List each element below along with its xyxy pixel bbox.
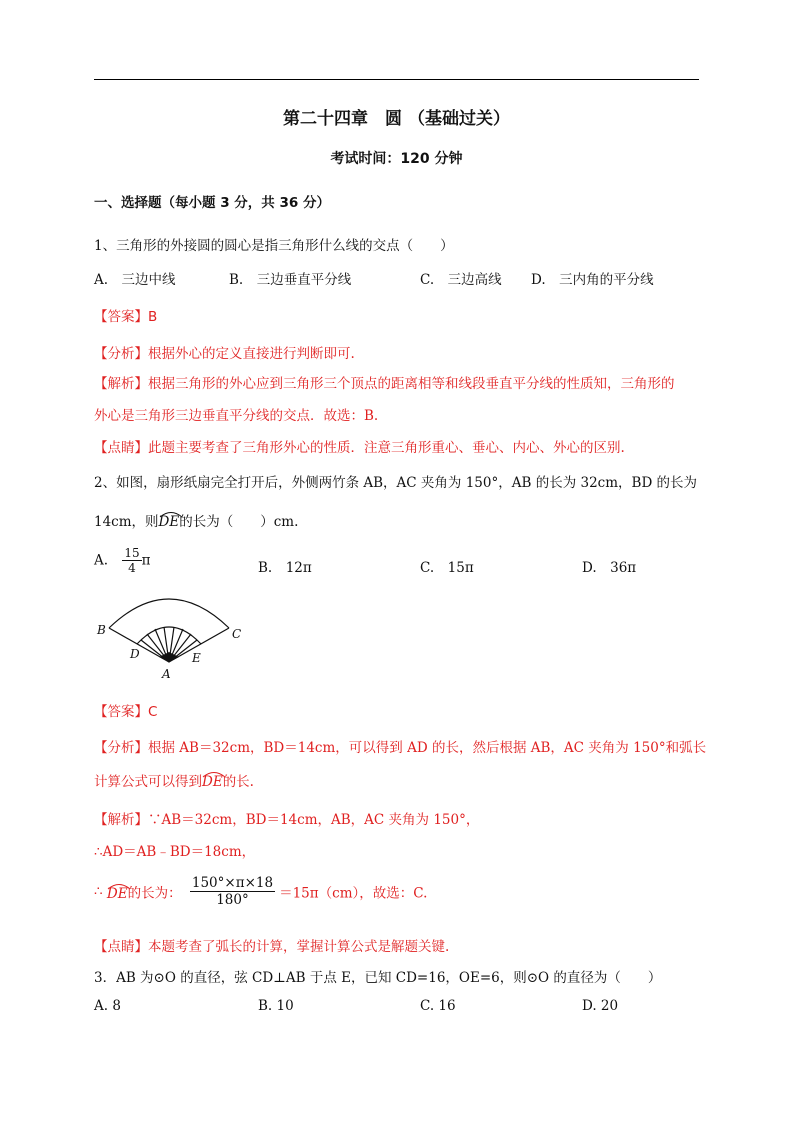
q2-option-a-denominator: 4: [128, 561, 136, 575]
q2-solution-line3: [94, 875, 427, 908]
q2-option-c: C. 15π: [420, 560, 474, 576]
arc-de-label-2: [202, 770, 223, 790]
q2-solution-line3-post: ＝15π（cm），故选：C.: [279, 885, 428, 902]
q1-solution-line2: 外心是三角形三边垂直平分线的交点．故选：B.: [94, 408, 379, 424]
exam-time: 考试时间：120 分钟: [330, 151, 463, 167]
q2-option-a-fraction: [122, 546, 141, 575]
arc-de-text: DE: [158, 514, 180, 530]
label-d: D: [130, 647, 140, 661]
label-e: E: [192, 651, 201, 665]
arc-de-text-3: DE: [106, 885, 128, 902]
label-a: A: [162, 667, 171, 681]
q3-option-a: A. 8: [94, 998, 121, 1014]
q2-option-a: [94, 546, 151, 575]
page-title: 第二十四章 圆 （基础过关）: [283, 109, 510, 129]
inner-arc-de: [137, 627, 201, 644]
outer-arc: [109, 599, 229, 628]
q2-analysis-line2-post: 的长.: [222, 774, 254, 790]
q2-solution-line1: 【解析】∵AB＝32cm，BD＝14cm，AB，AC 夹角为 150°，: [94, 812, 480, 828]
q2-stem-line2-pre: 14cm，则: [94, 514, 159, 530]
fan-figure: [94, 590, 254, 685]
q3-stem: 3．AB 为⊙O 的直径，弦 CD⊥AB 于点 E，已知 CD=16，OE=6，则⊙O 的直径为（ ）: [94, 970, 662, 986]
q1-stem: 1、三角形的外接圆的圆心是指三角形什么线的交点（ ）: [94, 238, 454, 254]
q3-option-d: D. 20: [582, 998, 619, 1014]
q1-answer: 【答案】B: [94, 309, 158, 325]
q1-option-b: B. 三边垂直平分线: [229, 272, 352, 288]
label-c: C: [232, 627, 242, 641]
q2-answer: 【答案】C: [94, 704, 158, 720]
q1-solution-line1: 【解析】根据三角形的外心应到三角形三个顶点的距离相等和线段垂直平分线的性质知，三角形的: [94, 376, 675, 392]
q2-option-b: B. 12π: [258, 560, 312, 576]
q2-stem-line1: 2、如图，扇形纸扇完全打开后，外侧两竹条 AB，AC 夹角为 150°，AB 的长为 32cm，BD 的长为: [94, 475, 698, 491]
q1-option-c: C. 三边高线: [420, 272, 502, 288]
q2-solution-line2: ∴AD＝AB﹣BD＝18cm，: [94, 844, 256, 860]
q2-analysis-line1: 【分析】根据 AB＝32cm，BD＝14cm，可以得到 AD 的长，然后根据 AB，AC 夹角为 150°和弧长: [94, 740, 707, 756]
q1-comment: 【点睛】此题主要考查了三角形外心的性质．注意三角形重心、垂心、内心、外心的区别.: [94, 440, 625, 456]
q2-stem-line2: [94, 510, 298, 530]
formula-denominator: 180°: [216, 892, 249, 908]
arc-de-label-3: [107, 882, 128, 902]
q3-option-c: C. 16: [420, 998, 456, 1014]
q1-option-d: D. 三内角的平分线: [531, 272, 654, 288]
header-rule: [94, 79, 699, 80]
q2-option-a-label: A.: [94, 552, 109, 569]
formula-numerator: 150°×π×18: [191, 875, 274, 891]
label-b: B: [97, 623, 106, 637]
q2-analysis-line2-pre: 计算公式可以得到: [94, 774, 202, 790]
q2-analysis-line2: [94, 770, 254, 790]
q3-option-b: B. 10: [258, 998, 294, 1014]
q1-analysis: 【分析】根据外心的定义直接进行判断即可.: [94, 346, 355, 362]
q2-therefore: ∴: [94, 883, 103, 900]
q2-option-d: D. 36π: [582, 560, 637, 576]
arc-length-formula: [190, 875, 275, 908]
q2-comment: 【点睛】本题考查了弧长的计算，掌握计算公式是解题关键.: [94, 939, 450, 955]
section-heading: 一、选择题（每小题 3 分，共 36 分）: [94, 195, 330, 211]
q2-solution-line3-mid: 的长为：: [127, 885, 182, 902]
arc-de-text-2: DE: [202, 774, 223, 790]
q2-option-a-numerator: 15: [124, 546, 140, 560]
q2-option-a-pi: π: [141, 552, 151, 569]
q2-stem-line2-post: 的长为（ ）cm.: [179, 514, 299, 530]
q1-option-a: A. 三边中线: [94, 272, 176, 288]
arc-de-label: [159, 510, 180, 530]
